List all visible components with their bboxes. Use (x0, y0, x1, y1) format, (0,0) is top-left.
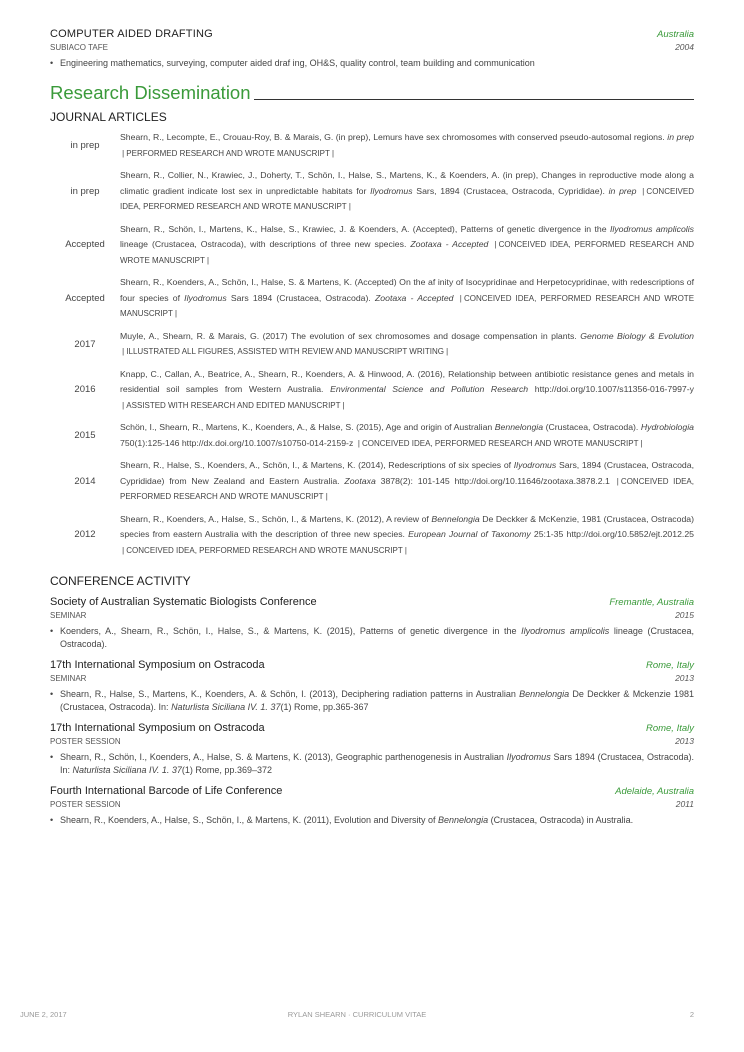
article-text: Shearn, R., Collier, N., Krawiec, J., Doherty, T., Schön, I., Halse, S., Martens, K., & Koenders, A. (in prep), Changes in reproductive mode along a climatic gradient indicate lost sex in unpredictable habitats for Ilyodromus Sars, 1894 (Crustacea, Ostracoda, Cyprididae). in prep | CONCEIVED IDEA, PERFORMED RESEARCH AND WROTE MANUSCRIPT | (120, 170, 694, 211)
education-detail: • Engineering mathematics, surveying, computer aided draf ing, OH&S, quality control, team building and communication (50, 58, 535, 68)
article-row (50, 130, 694, 161)
article-text: Shearn, R., Schön, I., Martens, K., Halse, S., Krawiec, J. & Koenders, A. (Accepted), Patterns of genetic divergence in the Ilyodromus amplicolis lineage (Crustacea, Ostracoda), with descriptions of three new species. Zootaxa - Accepted | CONCEIVED IDEA, PERFORMED RESEARCH AND WROTE MANUSCRIPT | (120, 223, 694, 265)
article-text: Shearn, R., Halse, S., Koenders, A., Schön, I., & Martens, K. (2014), Redescriptions of six species of Ilyodromus Sars, 1894 (Crustacea, Ostracoda, Cyprididae) from New Zealand and Eastern Australia. Zootaxa 3878(2): 101-145 http://doi.org/10.11646/zootaxa.3878.2.1 | CONCEIVED IDEA, PERFORMED RESEARCH AND WROTE MANUSCRIPT | (120, 460, 694, 501)
conference-entry (50, 785, 694, 827)
article-status: Accepted (65, 292, 105, 304)
education-location: Australia (657, 29, 694, 40)
bullet-icon: • (50, 58, 54, 68)
article-role: CONCEIVED IDEA, PERFORMED RESEARCH AND WROTE MANUSCRIPT (126, 545, 403, 555)
article-text: Shearn, R., Lecompte, E., Crouau-Roy, B. & Marais, G. (in prep), Lemurs have sex chromosomes with conserved pseudo-autosomal regions. in prep | PERFORMED RESEARCH AND WROTE MANUSCRIPT | (120, 132, 694, 158)
article-role: CONCEIVED IDEA, PERFORMED RESEARCH AND WROTE MANUSCRIPT (120, 293, 695, 318)
conference-entry (50, 722, 694, 777)
conference-detail: • Shearn, R., Halse, S., Martens, K., Koenders, A. & Schön, I. (2013), Deciphering radiation patterns in Australian Bennelongia De Deckker & Mckenzie 1981 (Crustacea, Ostracoda). In: Naturlista Siciliana IV. 1. 37(1) Rome, pp.365-367 (50, 689, 694, 712)
article-row (50, 222, 694, 269)
bullet-icon: • (50, 626, 54, 636)
article-role: CONCEIVED IDEA, PERFORMED RESEARCH AND WROTE MANUSCRIPT (120, 186, 694, 211)
article-status: in prep (70, 140, 100, 151)
article-row (50, 275, 694, 322)
section-title: Research Dissemination (50, 82, 251, 103)
conference-entry (50, 659, 694, 714)
research-section-header (50, 82, 694, 104)
article-role: ASSISTED WITH RESEARCH AND EDITED MANUSCRIPT (126, 400, 341, 410)
conference-type: POSTER SESSION (50, 737, 121, 746)
education-title: COMPUTER AIDED DRAFTING (50, 28, 213, 40)
conference-detail: • Koenders, A., Shearn, R., Schön, I., Halse, S., & Martens, K. (2015), Patterns of genetic divergence in the Ilyodromus amplicolis lineage (Crustacea, Ostracoda). (50, 626, 694, 649)
education-entry (50, 28, 694, 70)
cv-page (50, 28, 694, 827)
conference-location: Adelaide, Australia (615, 786, 694, 797)
footer-title: RYLAN SHEARN · CURRICULUM VITAE (287, 1010, 427, 1019)
article-row (50, 367, 694, 414)
article-text: Muyle, A., Shearn, R. & Marais, G. (2017) The evolution of sex chromosomes and dosage compensation in plants. Genome Biology & Evolution | ILLUSTRATED ALL FIGURES, ASSISTED WITH REVIEW AND MANUSCRIPT WRITING | (120, 330, 694, 356)
article-row (50, 168, 694, 215)
article-status: 2015 (74, 430, 96, 441)
article-row (50, 458, 694, 505)
conference-year: 2013 (675, 736, 694, 746)
article-row (50, 420, 694, 451)
article-doi: http://doi.org/10.1007/s11356-016-7997-y (534, 384, 694, 394)
conference-year: 2015 (675, 610, 694, 620)
article-status: in prep (70, 185, 100, 197)
conference-type: POSTER SESSION (50, 800, 121, 809)
article-row (50, 512, 694, 559)
conference-location: Fremantle, Australia (609, 597, 694, 608)
conference-heading: CONFERENCE ACTIVITY (50, 574, 191, 588)
article-text: Shearn, R., Koenders, A., Schön, I., Halse, S. & Martens, K. (Accepted) On the af inity of Isocypridinae and Herpetocypridinae, with redescriptions of four species of Ilyodromus Sars 1894 (Crustacea, Ostracoda). Zootaxa - Accepted | CONCEIVED IDEA, PERFORMED RESEARCH AND WROTE MANUSCRIPT | (120, 277, 695, 318)
conference-title: Society of Australian Systematic Biologists Conference (50, 596, 317, 608)
article-status: 2017 (74, 338, 96, 350)
article-status: 2012 (74, 529, 96, 541)
journal-articles-heading: JOURNAL ARTICLES (50, 110, 167, 124)
conference-year: 2013 (675, 673, 694, 683)
page-number: 2 (689, 1010, 694, 1019)
conference-location: Rome, Italy (645, 723, 694, 734)
article-status: 2014 (74, 475, 96, 487)
article-role: ILLUSTRATED ALL FIGURES, ASSISTED WITH REVIEW AND MANUSCRIPT WRITING (126, 347, 444, 356)
article-doi: 25:1-35 http://doi.org/10.5852/ejt.2012.25 (533, 529, 694, 539)
article-role: PERFORMED RESEARCH AND WROTE MANUSCRIPT (126, 148, 330, 158)
article-doi: 3878(2): 101-145 http://doi.org/10.11646/zootaxa.3878.2.1 (380, 475, 610, 486)
bullet-icon: • (50, 752, 54, 762)
bullet-icon: • (50, 815, 54, 825)
page-footer (20, 1010, 694, 1019)
conference-title: Fourth International Barcode of Life Conference (50, 785, 283, 797)
conference-year: 2011 (675, 799, 694, 809)
conference-title: 17th International Symposium on Ostracoda (50, 722, 265, 734)
conference-type: SEMINAR (50, 674, 87, 683)
article-role: CONCEIVED IDEA, PERFORMED RESEARCH AND WROTE MANUSCRIPT (120, 240, 694, 265)
conference-type: SEMINAR (50, 611, 87, 620)
article-role: CONCEIVED IDEA, PERFORMED RESEARCH AND WROTE MANUSCRIPT (120, 476, 694, 501)
article-role: CONCEIVED IDEA, PERFORMED RESEARCH AND WROTE MANUSCRIPT (361, 438, 639, 448)
article-text: Shearn, R., Koenders, A., Halse, S., Schön, I., & Martens, K. (2012), A review of Bennelongia De Deckker & McKenzie, 1981 (Crustacea, Ostracoda) species from eastern Australia with the description of three new species. European Journal of Taxonomy 25:1-35 http://doi.org/10.5852/ejt.2012.25 | CONCEIVED IDEA, PERFORMED RESEARCH AND WROTE MANUSCRIPT | (120, 513, 695, 555)
conference-location: Rome, Italy (645, 660, 694, 671)
journal-articles-list (50, 130, 694, 558)
conference-title: 17th International Symposium on Ostracoda (50, 659, 265, 671)
article-doi: 750(1):125-146 http://dx.doi.org/10.1007/s10750-014-2159-z (120, 437, 354, 448)
section-divider (254, 99, 694, 100)
article-text: Schön, I., Shearn, R., Martens, K., Koenders, A., & Halse, S. (2015), Age and origin of Australian Bennelongia (Crustacea, Ostracoda). Hydrobiologia 750(1):125-146 http://dx.doi.org/10.1007/s10750-014-2159-z | CONCEIVED IDEA, PERFORMED RESEARCH AND WROTE MANUSCRIPT | (120, 422, 694, 448)
footer-date: JUNE 2, 2017 (20, 1010, 67, 1019)
conference-list (50, 596, 694, 827)
article-status: 2016 (74, 384, 96, 396)
article-status: Accepted (65, 239, 105, 251)
article-row (50, 329, 694, 360)
education-institution: SUBIACO TAFE (50, 43, 108, 52)
conference-entry (50, 596, 694, 651)
conference-detail: • Shearn, R., Koenders, A., Halse, S., Schön, I., & Martens, K. (2011), Evolution and Diversity of Bennelongia (Crustacea, Ostracoda) in Australia. (50, 815, 634, 825)
article-text: Knapp, C., Callan, A., Beatrice, A., Shearn, R., Koenders, A. & Hinwood, A. (2016), Relationship between antibiotic resistance genes and metals in residential soil samples from Western Australia. Environmental Science and Pollution Research http://doi.org/10.1007/s11356-016-7997-y | ASSISTED WITH RESEARCH AND EDITED MANUSCRIPT | (120, 368, 694, 410)
bullet-icon: • (50, 689, 54, 699)
education-year: 2004 (675, 42, 694, 52)
conference-detail: • Shearn, R., Schön, I., Koenders, A., Halse, S. & Martens, K. (2013), Geographic parthenogenesis in Australian Ilyodromus Sars 1894 (Crustacea, Ostracoda). In: Naturlista Siciliana IV. 1. 37(1) Rome, pp.369–372 (50, 752, 694, 775)
